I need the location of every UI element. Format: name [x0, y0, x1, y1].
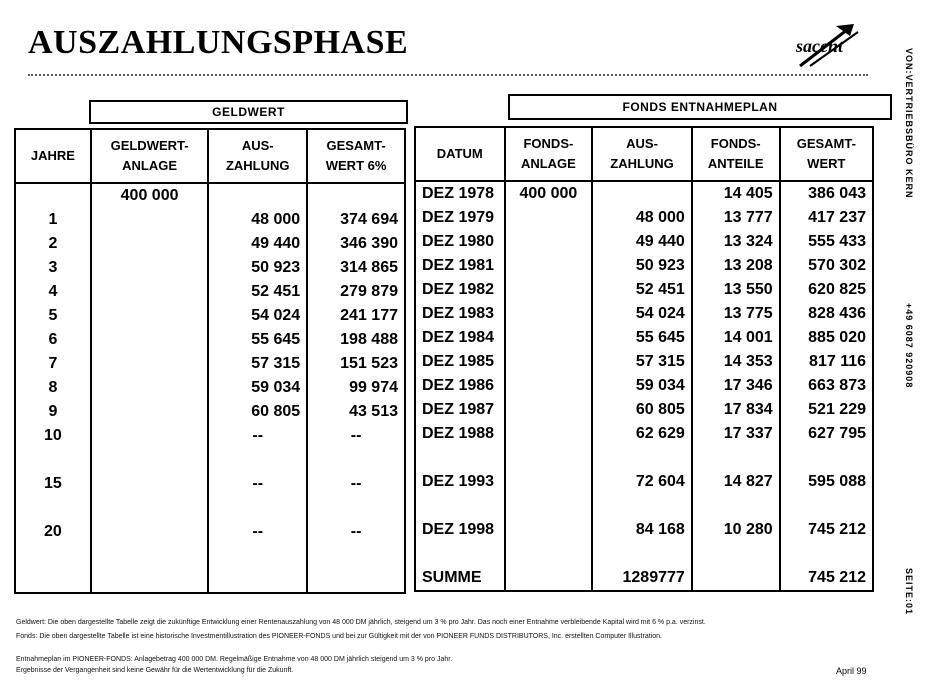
footnote-disclaimer: Ergebnisse der Vergangenheit sind keine Gewähr für die Wertentwicklung für die Zukunft.	[16, 667, 294, 674]
table-row	[15, 280, 405, 304]
table-row	[415, 181, 873, 206]
cell-anlage	[505, 278, 593, 302]
left-header-2: AUS- ZAHLUNG	[208, 129, 307, 183]
cell-jahr: 3	[15, 256, 91, 280]
cell-auszahlung: --	[208, 496, 307, 544]
cell-gesamt: 663 873	[780, 374, 873, 398]
cell-gesamt: 745 212	[780, 542, 873, 591]
cell-anlage	[91, 400, 209, 424]
cell-anlage	[505, 206, 593, 230]
cell-jahr: 8	[15, 376, 91, 400]
geldwert-group-header: GELDWERT	[89, 100, 408, 124]
cell-anlage	[505, 230, 593, 254]
cell-gesamt: 620 825	[780, 278, 873, 302]
cell-anteile: 14 405	[692, 181, 780, 206]
cell-jahr: 15	[15, 448, 91, 496]
cell-auszahlung: 48 000	[208, 208, 307, 232]
cell-anlage	[91, 328, 209, 352]
cell-gesamt	[307, 183, 405, 208]
cell-auszahlung: 49 440	[592, 230, 692, 254]
fax-page: SEITE:01	[904, 568, 914, 616]
cell-datum: DEZ 1980	[415, 230, 505, 254]
cell-anteile: 13 208	[692, 254, 780, 278]
cell-anlage: 400 000	[505, 181, 593, 206]
table-row	[15, 256, 405, 280]
table-row	[15, 448, 405, 496]
cell-auszahlung: 59 034	[592, 374, 692, 398]
table-row	[415, 350, 873, 374]
cell-gesamt: 885 020	[780, 326, 873, 350]
logo-text: sacent	[796, 36, 843, 56]
cell-anlage: 400 000	[91, 183, 209, 208]
cell-gesamt: 279 879	[307, 280, 405, 304]
table-row	[415, 230, 873, 254]
cell-jahr: 5	[15, 304, 91, 328]
cell-auszahlung: 57 315	[592, 350, 692, 374]
table-row	[415, 278, 873, 302]
cell-datum: DEZ 1993	[415, 446, 505, 494]
cell-anlage	[91, 352, 209, 376]
table-row	[415, 254, 873, 278]
cell-gesamt: 99 974	[307, 376, 405, 400]
cell-jahr: 4	[15, 280, 91, 304]
cell-jahr: 2	[15, 232, 91, 256]
cell-anteile	[692, 542, 780, 591]
cell-anlage	[91, 208, 209, 232]
cell-anlage	[505, 446, 593, 494]
cell-gesamt: --	[307, 496, 405, 544]
cell-gesamt: 198 488	[307, 328, 405, 352]
table-row	[15, 208, 405, 232]
cell-gesamt: 374 694	[307, 208, 405, 232]
title-divider	[28, 74, 868, 76]
footnote-entnahmeplan: Entnahmeplan im PIONEER-FONDS: Anlagebetrag 400 000 DM. Regelmäßige Entnahme von 48 000 DM jährlich steigend um 3 % pro Jahr.	[16, 656, 453, 663]
table-row	[15, 496, 405, 544]
cell-jahr: 20	[15, 496, 91, 544]
cell-anteile: 13 777	[692, 206, 780, 230]
cell-gesamt: 595 088	[780, 446, 873, 494]
sacent-logo	[792, 22, 862, 70]
cell-auszahlung: 50 923	[592, 254, 692, 278]
cell-anteile: 17 834	[692, 398, 780, 422]
cell-datum: DEZ 1998	[415, 494, 505, 542]
left-header-1: GELDWERT- ANLAGE	[91, 129, 209, 183]
cell-datum: DEZ 1986	[415, 374, 505, 398]
table-row	[15, 304, 405, 328]
left-header-0: JAHRE	[15, 129, 91, 183]
cell-auszahlung: --	[208, 424, 307, 448]
cell-anlage	[505, 254, 593, 278]
table-row	[15, 232, 405, 256]
cell-datum: DEZ 1981	[415, 254, 505, 278]
cell-gesamt: 417 237	[780, 206, 873, 230]
table-row	[415, 302, 873, 326]
cell-anlage	[505, 542, 593, 591]
cell-jahr: 7	[15, 352, 91, 376]
cell-anlage	[91, 424, 209, 448]
right-header-0: DATUM	[415, 127, 505, 181]
table-row	[415, 422, 873, 446]
cell-gesamt: 745 212	[780, 494, 873, 542]
table-row	[15, 400, 405, 424]
cell-datum: SUMME	[415, 542, 505, 591]
cell-anteile: 17 337	[692, 422, 780, 446]
cell-auszahlung: 84 168	[592, 494, 692, 542]
cell-datum: DEZ 1978	[415, 181, 505, 206]
cell-auszahlung: 72 604	[592, 446, 692, 494]
cell-jahr: 10	[15, 424, 91, 448]
cell-auszahlung: 50 923	[208, 256, 307, 280]
table-row	[15, 328, 405, 352]
cell-anteile: 10 280	[692, 494, 780, 542]
cell-gesamt: 555 433	[780, 230, 873, 254]
cell-datum: DEZ 1988	[415, 422, 505, 446]
table-row	[415, 326, 873, 350]
table-row	[15, 424, 405, 448]
cell-gesamt: 570 302	[780, 254, 873, 278]
cell-auszahlung: 52 451	[208, 280, 307, 304]
page-title: AUSZAHLUNGSPHASE	[28, 24, 409, 61]
cell-anlage	[91, 280, 209, 304]
cell-auszahlung: 55 645	[592, 326, 692, 350]
left-header-3: GESAMT- WERT 6%	[307, 129, 405, 183]
cell-auszahlung: 55 645	[208, 328, 307, 352]
cell-auszahlung: 62 629	[592, 422, 692, 446]
fonds-table	[414, 126, 874, 592]
cell-anlage	[505, 494, 593, 542]
right-header-2: AUS- ZAHLUNG	[592, 127, 692, 181]
cell-jahr: 6	[15, 328, 91, 352]
cell-anlage	[91, 496, 209, 544]
cell-datum: DEZ 1979	[415, 206, 505, 230]
fax-phone: +49 6087 920908	[904, 303, 914, 389]
cell-gesamt: 521 229	[780, 398, 873, 422]
fax-header	[900, 48, 914, 616]
cell-datum: DEZ 1987	[415, 398, 505, 422]
cell-datum: DEZ 1984	[415, 326, 505, 350]
footnote-geldwert: Geldwert: Die oben dargestellte Tabelle zeigt die zukünftige Entwicklung einer Rentenauszahlung von 48 000 DM jährlich, steigend um 3 % pro Jahr. Das noch einer Entnahme verbleibende Kapital wird mit 6 % p.a. verzinst.	[16, 619, 706, 626]
cell-anteile: 13 550	[692, 278, 780, 302]
cell-anteile: 14 353	[692, 350, 780, 374]
cell-datum: DEZ 1983	[415, 302, 505, 326]
cell-gesamt: --	[307, 424, 405, 448]
cell-gesamt: 314 865	[307, 256, 405, 280]
cell-anlage	[505, 422, 593, 446]
cell-jahr: 9	[15, 400, 91, 424]
table-row	[415, 446, 873, 494]
cell-auszahlung: 60 805	[592, 398, 692, 422]
cell-anlage	[505, 302, 593, 326]
cell-gesamt: 828 436	[780, 302, 873, 326]
table-row	[15, 376, 405, 400]
cell-auszahlung: 59 034	[208, 376, 307, 400]
cell-anteile: 17 346	[692, 374, 780, 398]
right-header-3: FONDS- ANTEILE	[692, 127, 780, 181]
cell-auszahlung: 60 805	[208, 400, 307, 424]
cell-anlage	[505, 374, 593, 398]
table-row	[415, 494, 873, 542]
table-row	[415, 542, 873, 591]
cell-auszahlung	[592, 181, 692, 206]
cell-anlage	[91, 376, 209, 400]
cell-gesamt: 817 116	[780, 350, 873, 374]
cell-datum: DEZ 1982	[415, 278, 505, 302]
cell-gesamt: 346 390	[307, 232, 405, 256]
footnote-fonds: Fonds: Die oben dargestellte Tabelle ist eine historische Investmentillustration des PIONEER-FONDS und bei zur Gültigkeit mit der von PIONEER FUNDS DISTRIBUTORS, Inc. erstellten Computer Illustration.	[16, 633, 662, 640]
right-header-4: GESAMT- WERT	[780, 127, 873, 181]
geldwert-table	[14, 128, 406, 594]
cell-auszahlung: 54 024	[592, 302, 692, 326]
cell-gesamt: 241 177	[307, 304, 405, 328]
cell-anteile: 14 001	[692, 326, 780, 350]
cell-auszahlung: 52 451	[592, 278, 692, 302]
fax-sender: VON:VERTRIEBSBÜRO KERN	[904, 48, 914, 199]
cell-gesamt: 627 795	[780, 422, 873, 446]
cell-anteile: 13 324	[692, 230, 780, 254]
cell-jahr: 1	[15, 208, 91, 232]
table-row	[15, 352, 405, 376]
fonds-group-header: FONDS ENTNAHMEPLAN	[508, 94, 892, 120]
cell-auszahlung: --	[208, 448, 307, 496]
cell-anlage	[91, 256, 209, 280]
cell-anlage	[91, 448, 209, 496]
cell-anteile: 14 827	[692, 446, 780, 494]
table-row-filler	[15, 544, 405, 593]
right-header-1: FONDS- ANLAGE	[505, 127, 593, 181]
document-date: April 99	[836, 666, 867, 676]
cell-anteile: 13 775	[692, 302, 780, 326]
cell-jahr	[15, 183, 91, 208]
cell-auszahlung: 48 000	[592, 206, 692, 230]
cell-auszahlung: 54 024	[208, 304, 307, 328]
cell-auszahlung: 1289777	[592, 542, 692, 591]
cell-auszahlung: 57 315	[208, 352, 307, 376]
cell-auszahlung: 49 440	[208, 232, 307, 256]
table-row	[15, 183, 405, 208]
cell-gesamt: --	[307, 448, 405, 496]
cell-anlage	[505, 398, 593, 422]
cell-anlage	[91, 232, 209, 256]
cell-gesamt: 43 513	[307, 400, 405, 424]
cell-auszahlung	[208, 183, 307, 208]
table-row	[415, 398, 873, 422]
cell-gesamt: 386 043	[780, 181, 873, 206]
cell-gesamt: 151 523	[307, 352, 405, 376]
table-row	[415, 206, 873, 230]
cell-anlage	[91, 304, 209, 328]
cell-datum: DEZ 1985	[415, 350, 505, 374]
cell-anlage	[505, 326, 593, 350]
table-row	[415, 374, 873, 398]
cell-anlage	[505, 350, 593, 374]
